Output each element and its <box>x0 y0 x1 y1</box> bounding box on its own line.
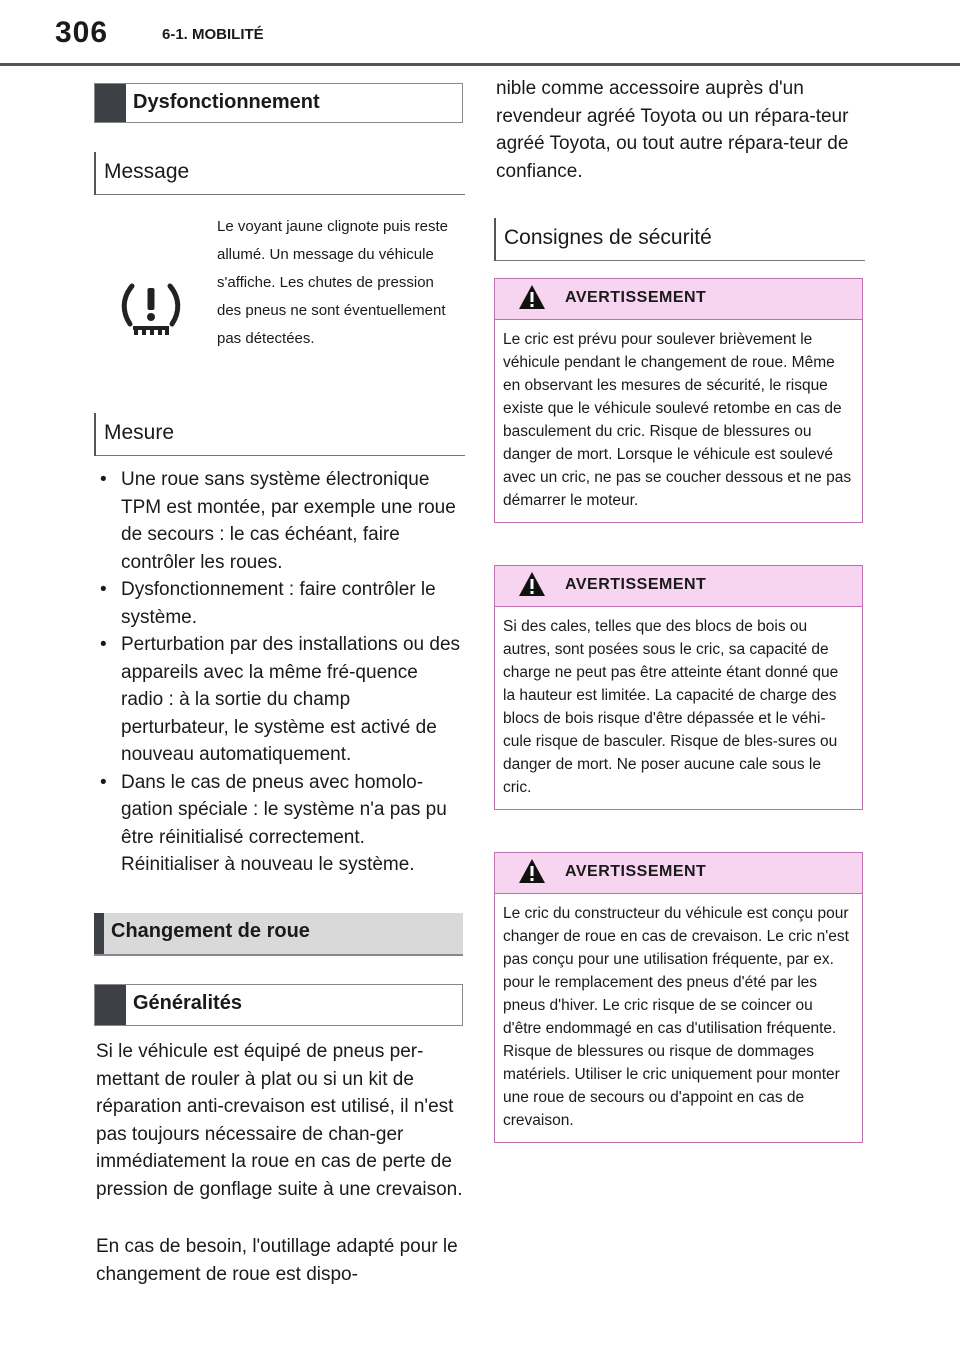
message-description: Le voyant jaune clignote puis reste allumé. Un message du véhicule s'affiche. Les chutes de pression des pneus ne sont éventuellement pas détectées. <box>217 218 448 347</box>
warning-text: Si des cales, telles que des blocs de bois ou autres, sont posées sous le cric, sa capacité de charge ne peut pas être atteinte étant donné que la hauteur est limitée. La capacité de charge des blocs de bois risque d'être dépassée et le véhi-cule risque de basculer. Risque de bles-sures ou danger de mort. Ne poser aucune cale sous le cric. <box>503 618 839 796</box>
warning-header <box>495 566 862 607</box>
warning-triangle-icon <box>518 858 546 884</box>
header-rule <box>0 63 960 66</box>
subheading-title: Consignes de sécurité <box>504 226 712 249</box>
warning-box <box>494 565 863 810</box>
warning-label: AVERTISSEMENT <box>565 863 707 880</box>
subheading-mesure <box>94 413 465 456</box>
section-generalites <box>94 984 463 1026</box>
section-title: Généralités <box>133 992 242 1014</box>
mesure-list <box>97 466 463 879</box>
section-bar <box>95 84 126 122</box>
list-item: • Une roue sans système électronique TPM est montée, par exemple une roue de secours : le cas échéant, faire contrôler les roues. <box>97 466 463 576</box>
section-title: Changement de roue <box>111 920 310 942</box>
page-number: 306 <box>55 16 109 49</box>
section-dysfonctionnement <box>94 83 463 123</box>
warning-box <box>494 852 863 1143</box>
warning-header <box>495 853 862 894</box>
section-bar <box>94 913 104 954</box>
list-item: • Perturbation par des installations ou des appareils avec la même fré-quence radio : à la sortie du champ perturbateur, le système est activé de nouveau automatiquement. <box>97 631 463 769</box>
warning-triangle-icon <box>518 571 546 597</box>
list-item: • Dysfonctionnement : faire contrôler le système. <box>97 576 463 631</box>
subheading-consignes <box>494 218 865 261</box>
generalites-paragraph-2: En cas de besoin, l'outillage adapté pour le changement de roue est dispo- <box>96 1236 458 1285</box>
continued-paragraph: nible comme accessoire auprès d'un revendeur agréé Toyota ou un répara-teur agréé Toyota, ou tout autre répara-teur de confiance. <box>496 78 849 182</box>
subheading-title: Message <box>104 160 190 183</box>
warning-header <box>495 279 862 320</box>
subheading-rule <box>496 260 865 261</box>
tire-pressure-warning-icon <box>120 280 182 336</box>
warning-triangle-icon <box>518 284 546 310</box>
subheading-title: Mesure <box>104 421 175 444</box>
chapter-title: 6-1. MOBILITÉ <box>162 26 264 43</box>
list-item: • Dans le cas de pneus avec homolo-gation spéciale : le système n'a pas pu être réinitialisé correctement. Réinitialiser à nouveau le système. <box>97 769 463 879</box>
warning-label: AVERTISSEMENT <box>565 576 707 593</box>
subheading-rule <box>96 455 465 456</box>
section-bar <box>95 985 126 1025</box>
section-changement-de-roue <box>94 913 463 956</box>
warning-text: Le cric du constructeur du véhicule est conçu pour changer de roue en cas de crevaison. Le cric n'est pas conçu pour une utilisation fréquente, par ex. pour le remplacement des pneus d'été par les pneus d'hiver. Le cric risque de se coincer ou d'être endommagé en cas d'utilisation fréquente. Risque de blessures ou risque de dommages matériels. Utiliser le cric uniquement pour monter une roue de secours ou d'appoint en cas de crevaison. <box>503 905 849 1129</box>
generalites-paragraph: Si le véhicule est équipé de pneus per-mettant de rouler à plat ou si un kit de réparation anti-crevaison est utilisé, il n'est pas toujours nécessaire de chan-ger immédiatement la roue en cas de perte de pression de gonflage suite à une crevaison. <box>96 1041 463 1200</box>
warning-box <box>494 278 863 523</box>
subheading-rule <box>96 194 465 195</box>
subheading-message <box>94 152 465 195</box>
section-title: Dysfonctionnement <box>133 91 320 113</box>
warning-text: Le cric est prévu pour soulever brièvement le véhicule pendant le changement de roue. Même en observant les mesures de sécurité, le risque existe que le véhicule soulevé retombe en cas de basculement du cric. Risque de blessures ou danger de mort. Lorsque le véhicule est soulevé avec un cric, ne pas se coucher dessous et ne pas démarrer le moteur. <box>503 331 852 509</box>
warning-label: AVERTISSEMENT <box>565 289 707 306</box>
